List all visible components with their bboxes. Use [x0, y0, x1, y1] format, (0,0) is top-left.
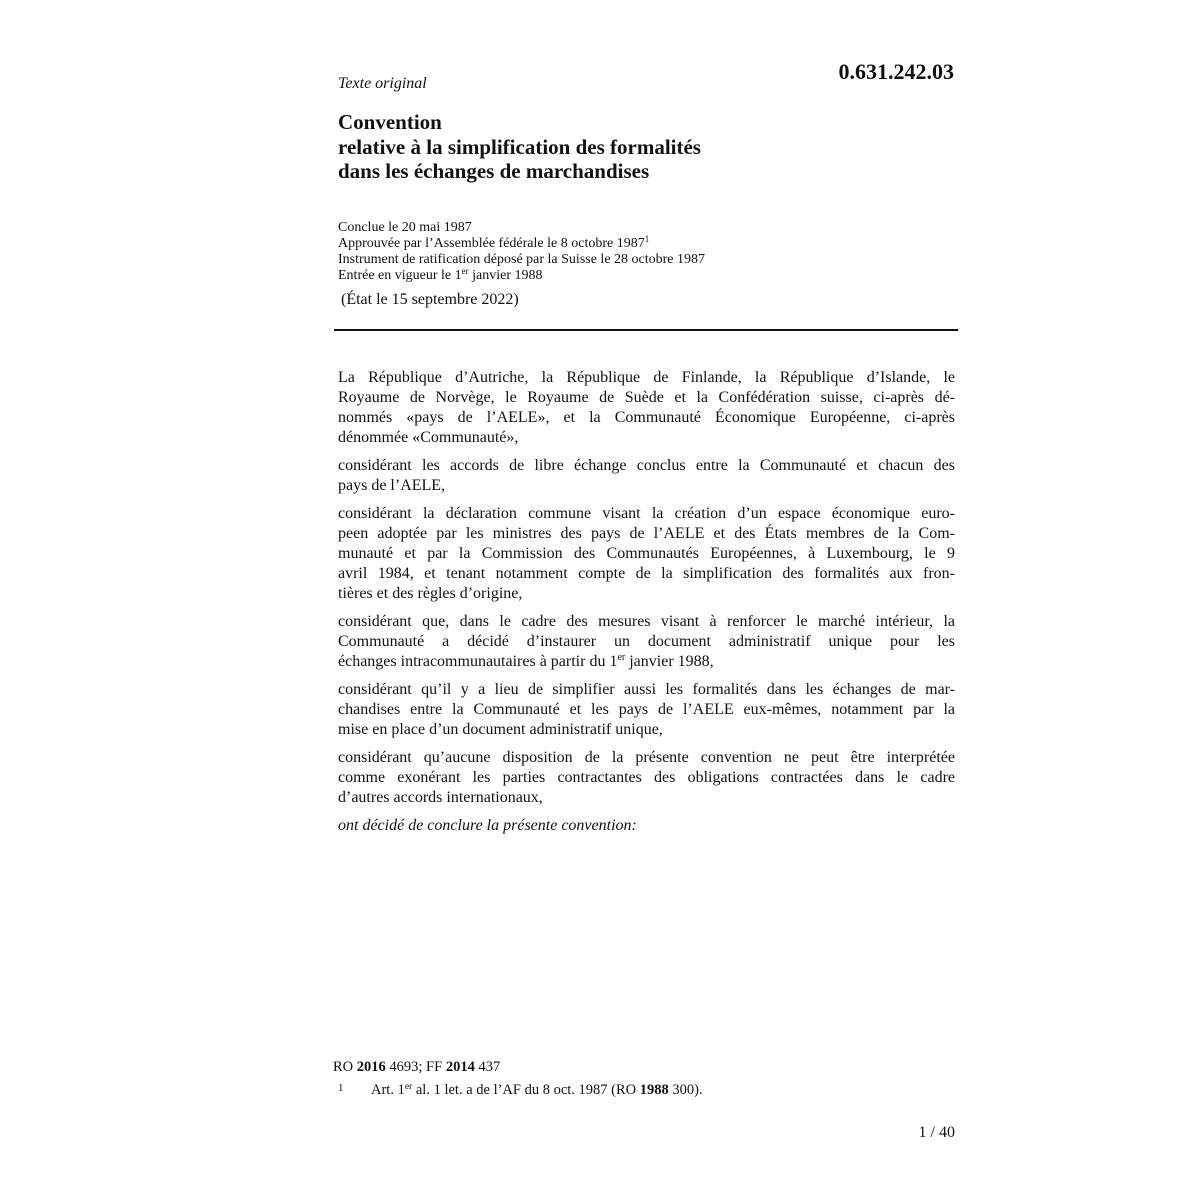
paragraph-line: considérant les accords de libre échange conclus entre la Communauté et chacun des [338, 457, 955, 474]
meta-entree [338, 268, 958, 284]
header-divider [334, 329, 958, 331]
paragraph-line: d’autres accords internationaux, [338, 789, 543, 806]
paragraph-line: dénommée «Communauté», [338, 429, 519, 446]
paragraph-line: considérant la déclaration commune visant la création d’un espace économique euro- [338, 505, 955, 522]
preamble-paragraph-1 [338, 368, 955, 448]
footnote-1 [338, 1079, 703, 1099]
paragraph-line: chandises entre la Communauté et les pays de l’AELE eux-mêmes, notamment par la [338, 701, 955, 718]
title-line-1: Convention [338, 110, 442, 134]
preamble-paragraph-6 [338, 748, 955, 808]
p4-line3-suffix: janvier 1988, [625, 653, 714, 670]
paragraph-line: munauté et par la Commission des Communautés Européennes, à Luxembourg, le 9 [338, 545, 955, 562]
paragraph-line: considérant qu’aucune disposition de la présente convention ne peut être interprétée [338, 749, 955, 766]
title-line-2: relative à la simplification des formalités [338, 134, 701, 159]
paragraph-line: comme exonérant les parties contractantes des obligations contractées dans le cadre [338, 769, 955, 786]
footnote-text-suffix: 300). [668, 1082, 703, 1098]
paragraph-line: nommés «pays de l’AELE», et la Communauté Économique Européenne, ci-après [338, 409, 955, 426]
ro-reference [333, 1058, 500, 1076]
document-number: 0.631.242.03 [838, 59, 954, 84]
etat-date: (État le 15 septembre 2022) [341, 291, 519, 308]
ff-year: 2014 [445, 1059, 475, 1075]
paragraph-line: Royaume de Norvège, le Royaume de Suède et la Confédération suisse, ci-après dé- [338, 389, 955, 406]
footnote-ref-1[interactable]: 1 [644, 234, 650, 244]
ro-mid: 4693; FF [385, 1059, 446, 1075]
meta-conclue: Conclue le 20 mai 1987 [338, 220, 472, 235]
p4-line3-sup: er [617, 652, 626, 663]
preamble [338, 368, 955, 836]
document-metadata [338, 220, 958, 284]
preamble-paragraph-2 [338, 456, 955, 496]
meta-entree-suffix: janvier 1988 [468, 268, 543, 283]
meta-approuvee-text: Approuvée par l’Assemblée fédérale le 8 octobre 1987 [338, 236, 645, 251]
meta-approuvee [338, 236, 958, 252]
preamble-closing: ont décidé de conclure la présente convention: [338, 817, 637, 834]
meta-entree-sup: er [461, 266, 469, 276]
paragraph-line: considérant que, dans le cadre des mesures visant à renforcer le marché intérieur, la [338, 613, 955, 630]
footnote-text-sup: er [404, 1082, 413, 1092]
paragraph-line: avril 1984, et tenant notamment compte de la simplification des formalités aux fron- [338, 565, 955, 582]
page-number: 1 / 40 [918, 1124, 955, 1141]
paragraph-line: considérant qu’il y a lieu de simplifier aussi les formalités dans les échanges de mar- [338, 681, 955, 698]
ro-year: 2016 [356, 1059, 386, 1075]
paragraph-line: Communauté a décidé d’instaurer un document administratif unique pour les [338, 633, 955, 650]
title-line-3: dans les échanges de marchandises [338, 159, 650, 183]
footnote-text-prefix: Art. 1 [371, 1082, 405, 1098]
footnote-text-mid: al. 1 let. a de l’AF du 8 oct. 1987 (RO [412, 1082, 640, 1098]
preamble-paragraph-5 [338, 680, 955, 740]
paragraph-line: tières et des règles d’origine, [338, 585, 523, 602]
ff-page: 437 [474, 1059, 501, 1075]
paragraph-line: peen adoptée par les ministres des pays de l’AELE et des États membres de la Com- [338, 525, 955, 542]
preamble-paragraph-4 [338, 612, 955, 672]
footnote-text-year: 1988 [639, 1082, 669, 1098]
paragraph-line [338, 652, 955, 672]
footnote-number: 1 [338, 1082, 344, 1094]
ro-prefix: RO [333, 1059, 357, 1075]
meta-entree-prefix: Entrée en vigueur le 1 [338, 268, 462, 283]
preamble-paragraph-3 [338, 504, 955, 604]
meta-instrument: Instrument de ratification déposé par la Suisse le 28 octobre 1987 [338, 252, 706, 267]
paragraph-line: mise en place d’un document administratif unique, [338, 721, 663, 738]
paragraph-line: La République d’Autriche, la République de Finlande, la République d’Islande, le [338, 369, 955, 386]
p4-line3-prefix: échanges intracommunautaires à partir du 1 [338, 653, 618, 670]
document-title [338, 110, 958, 184]
texte-original-label: Texte original [338, 75, 427, 92]
paragraph-line: pays de l’AELE, [338, 477, 446, 494]
